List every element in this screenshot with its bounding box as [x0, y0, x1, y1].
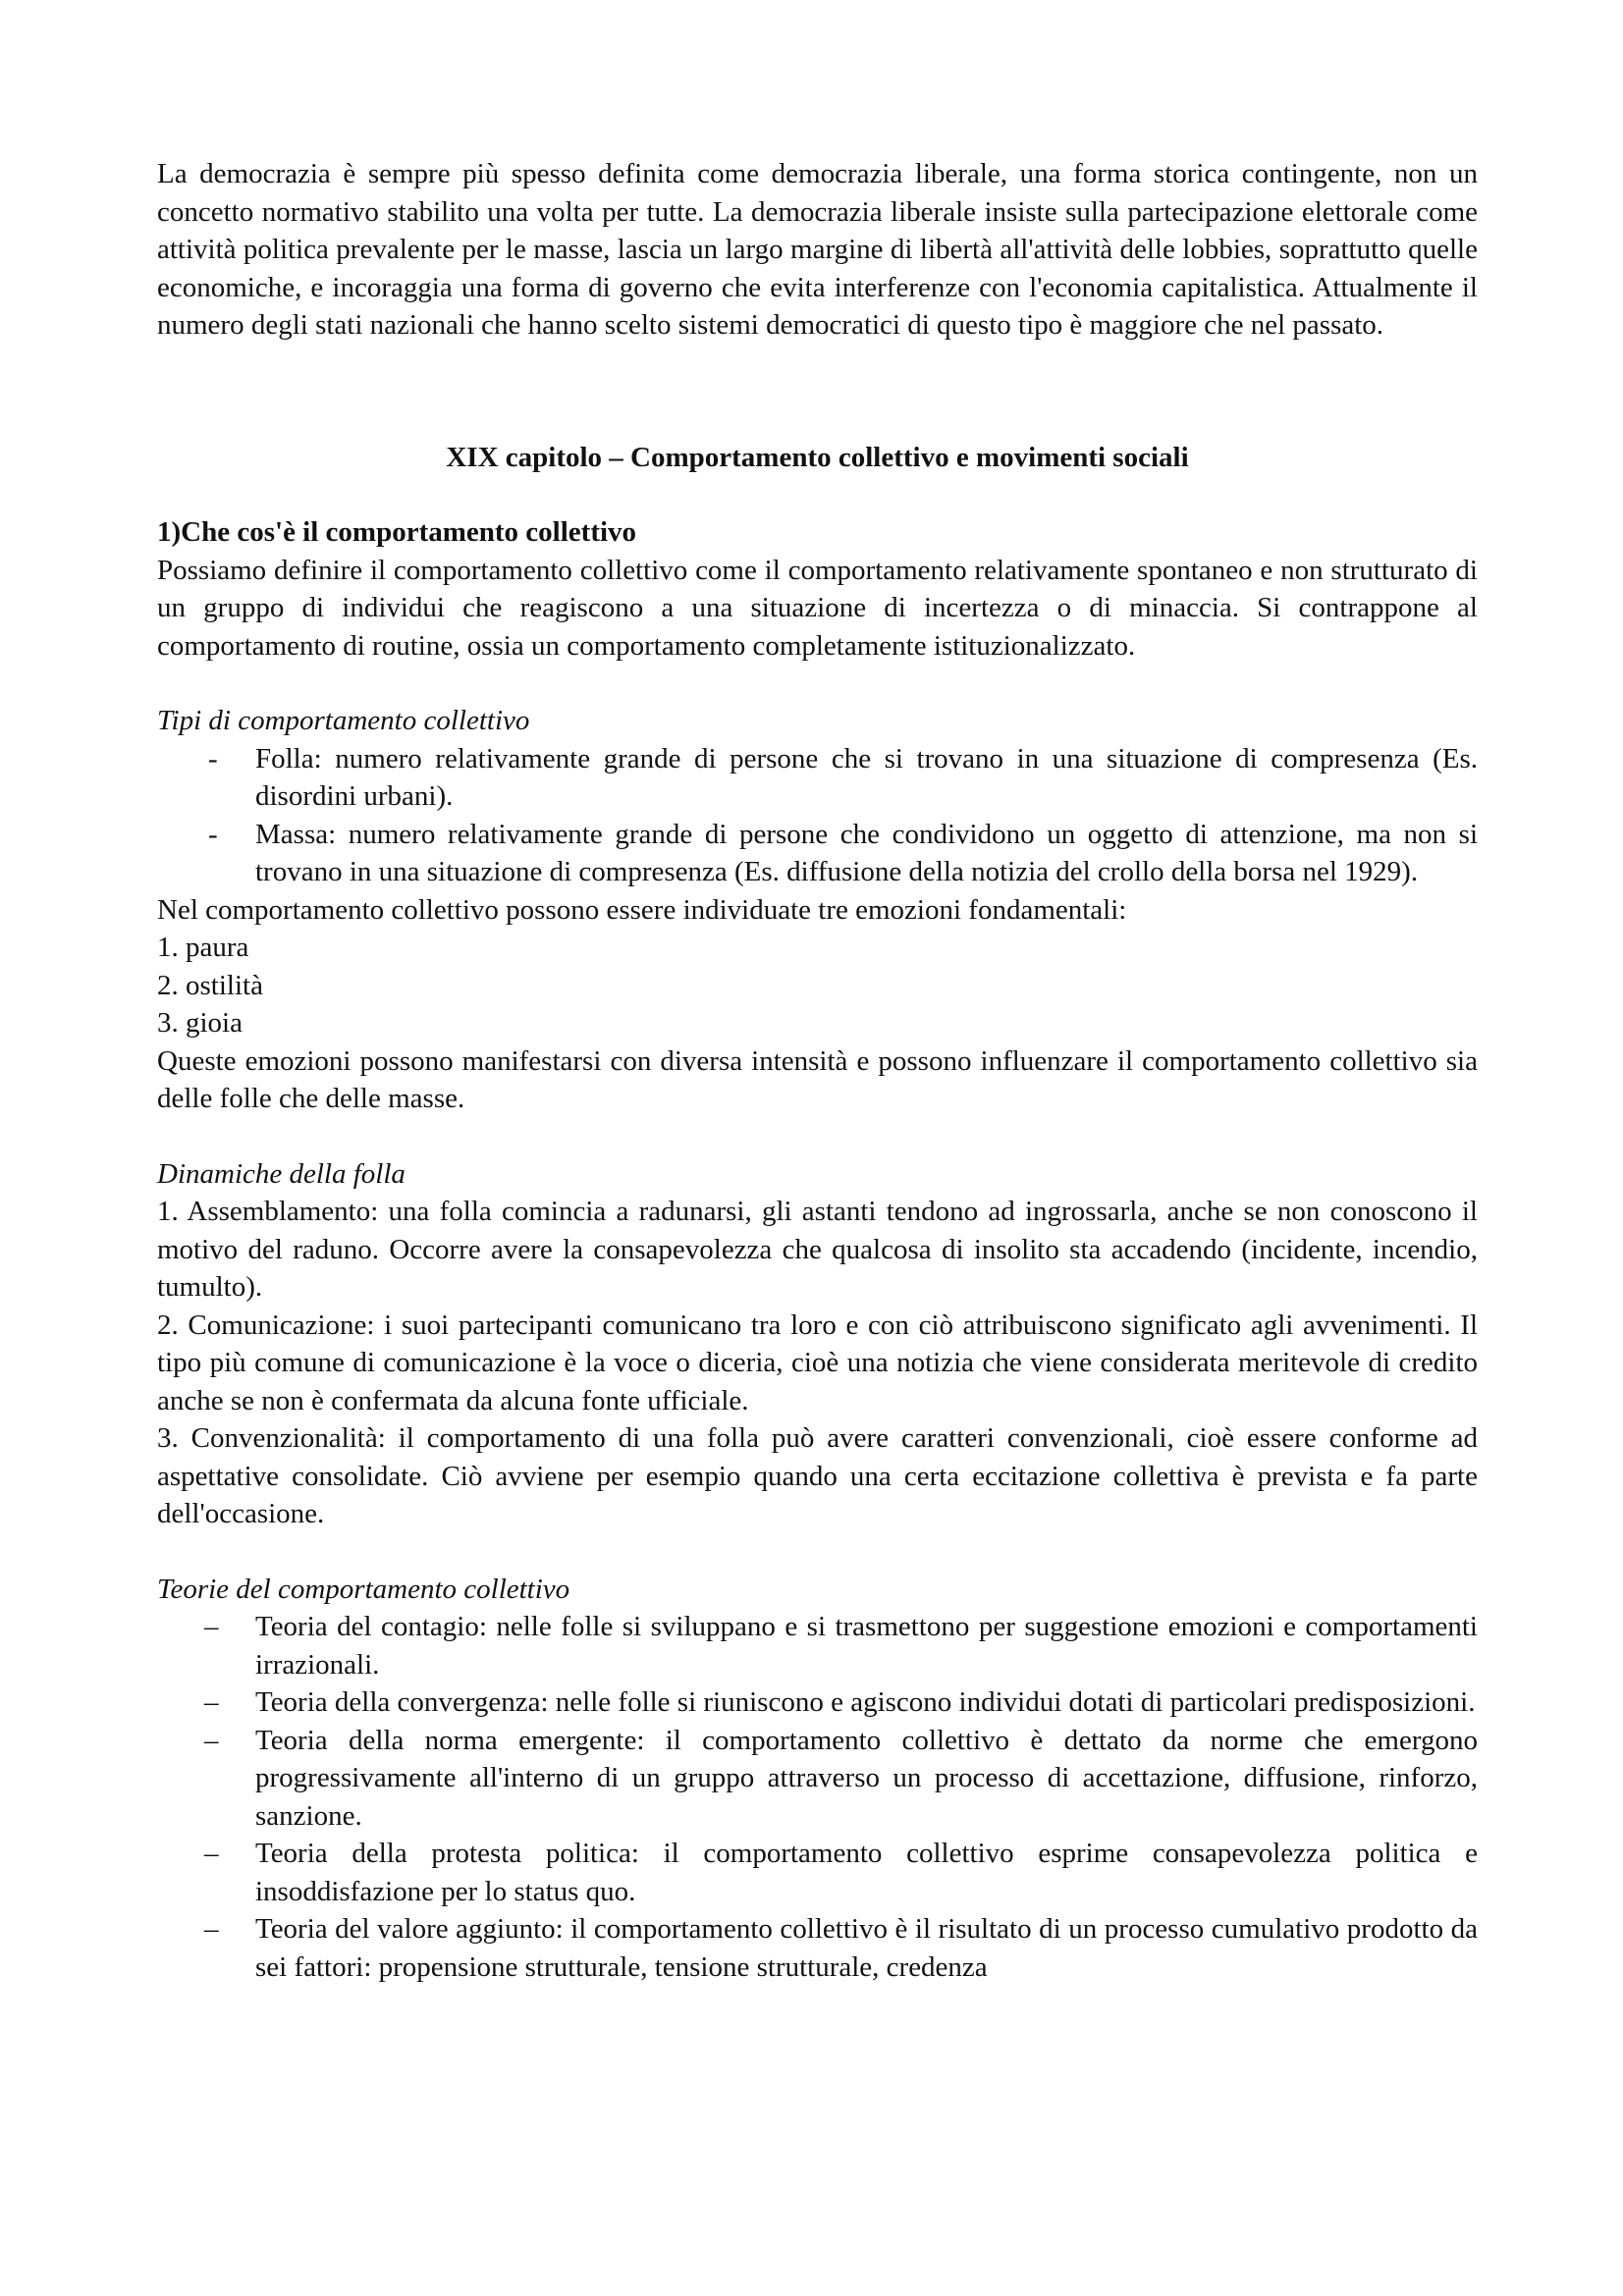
definition-paragraph: Possiamo definire il comportamento collettivo come il comportamento relativamente spontaneo e non strutturato di un gruppo di individui che reagiscono a una situazione di incertezza o di minaccia. Si contrappone al comportamento di routine, ossia un comportamento completamente istituzionalizzato.	[157, 554, 1478, 662]
dinamiche-item: 3. Convenzionalità: il comportamento di una folla può avere caratteri convenzionali, cioè essere conforme ad aspettative consolidate. Ciò avviene per esempio quando una certa eccitazione collettiva è prevista e fa parte dell'occasione.	[157, 1422, 1478, 1529]
subheading-tipi: Tipi di comportamento collettivo	[157, 705, 530, 736]
dinamiche-item: 1. Assemblamento: una folla comincia a radunarsi, gli astanti tendono ad ingrossarla, anche se non conoscono il motivo del raduno. Occorre avere la consapevolezza che qualcosa di insolito sta accadendo (incidente, incendio, tumulto).	[157, 1196, 1478, 1303]
list-item: – Teoria della protesta politica: il comportamento collettivo esprime consapevolezza politica e insoddisfazione per lo status quo.	[157, 1835, 1478, 1910]
emotion-item: 3. gioia	[157, 1007, 243, 1039]
list-item: – Teoria del valore aggiunto: il comportamento collettivo è il risultato di un processo cumulativo prodotto da sei fattori: propensione strutturale, tensione strutturale, credenza	[157, 1910, 1478, 1986]
spacer	[157, 345, 1478, 439]
section-title: 1)Che cos'è il comportamento collettivo	[157, 516, 637, 548]
tipi-list	[157, 740, 1478, 891]
spacer	[157, 1533, 1478, 1571]
emotion-item: 2. ostilità	[157, 969, 263, 1001]
spacer	[157, 1118, 1478, 1155]
list-item: - Folla: numero relativamente grande di persone che si trovano in una situazione di compresenza (Es. disordini urbani).	[157, 740, 1478, 816]
intro-paragraph: La democrazia è sempre più spesso definita come democrazia liberale, una forma storica contingente, non un concetto normativo stabilito una volta per tutte. La democrazia liberale insiste sulla partecipazione elettorale come attività politica prevalente per le masse, lascia un largo margine di libertà all'attività delle lobbies, soprattutto quelle economiche, e incoraggia una forma di governo che evita interferenze con l'economia capitalistica. Attualmente il numero degli stati nazionali che hanno scelto sistemi democratici di questo tipo è maggiore che nel passato.	[157, 158, 1478, 341]
chapter-title: XIX capitolo – Comportamento collettivo e movimenti sociali	[446, 441, 1189, 473]
spacer	[157, 476, 1478, 513]
document-page	[157, 155, 1478, 1986]
spacer	[157, 665, 1478, 702]
subheading-teorie: Teorie del comportamento collettivo	[157, 1573, 570, 1605]
subheading-dinamiche: Dinamiche della folla	[157, 1157, 406, 1190]
list-item: – Teoria della norma emergente: il comportamento collettivo è dettato da norme che emergono progressivamente all'interno di un gruppo attraverso un processo di accettazione, diffusione, rinforzo, sanzione.	[157, 1722, 1478, 1836]
dinamiche-item: 2. Comunicazione: i suoi partecipanti comunicano tra loro e con ciò attribuiscono significato agli avvenimenti. Il tipo più comune di comunicazione è la voce o diceria, cioè una notizia che viene considerata meritevole di credito anche se non è confermata da alcuna fonte ufficiale.	[157, 1308, 1478, 1416]
list-item: – Teoria della convergenza: nelle folle si riuniscono e agiscono individui dotati di particolari predisposizioni.	[157, 1683, 1478, 1722]
emotions-intro: Nel comportamento collettivo possono essere individuate tre emozioni fondamentali:	[157, 893, 1127, 926]
teorie-list	[157, 1608, 1478, 1986]
list-item: - Massa: numero relativamente grande di persone che condividono un oggetto di attenzione, ma non si trovano in una situazione di compresenza (Es. diffusione della notizia del crollo della borsa nel 1929).	[157, 816, 1478, 891]
list-item: – Teoria del contagio: nelle folle si sviluppano e si trasmettono per suggestione emozioni e comportamenti irrazionali.	[157, 1608, 1478, 1683]
emotions-outro: Queste emozioni possono manifestarsi con diversa intensità e possono influenzare il comportamento collettivo sia delle folle che delle masse.	[157, 1044, 1478, 1114]
emotion-item: 1. paura	[157, 932, 249, 963]
